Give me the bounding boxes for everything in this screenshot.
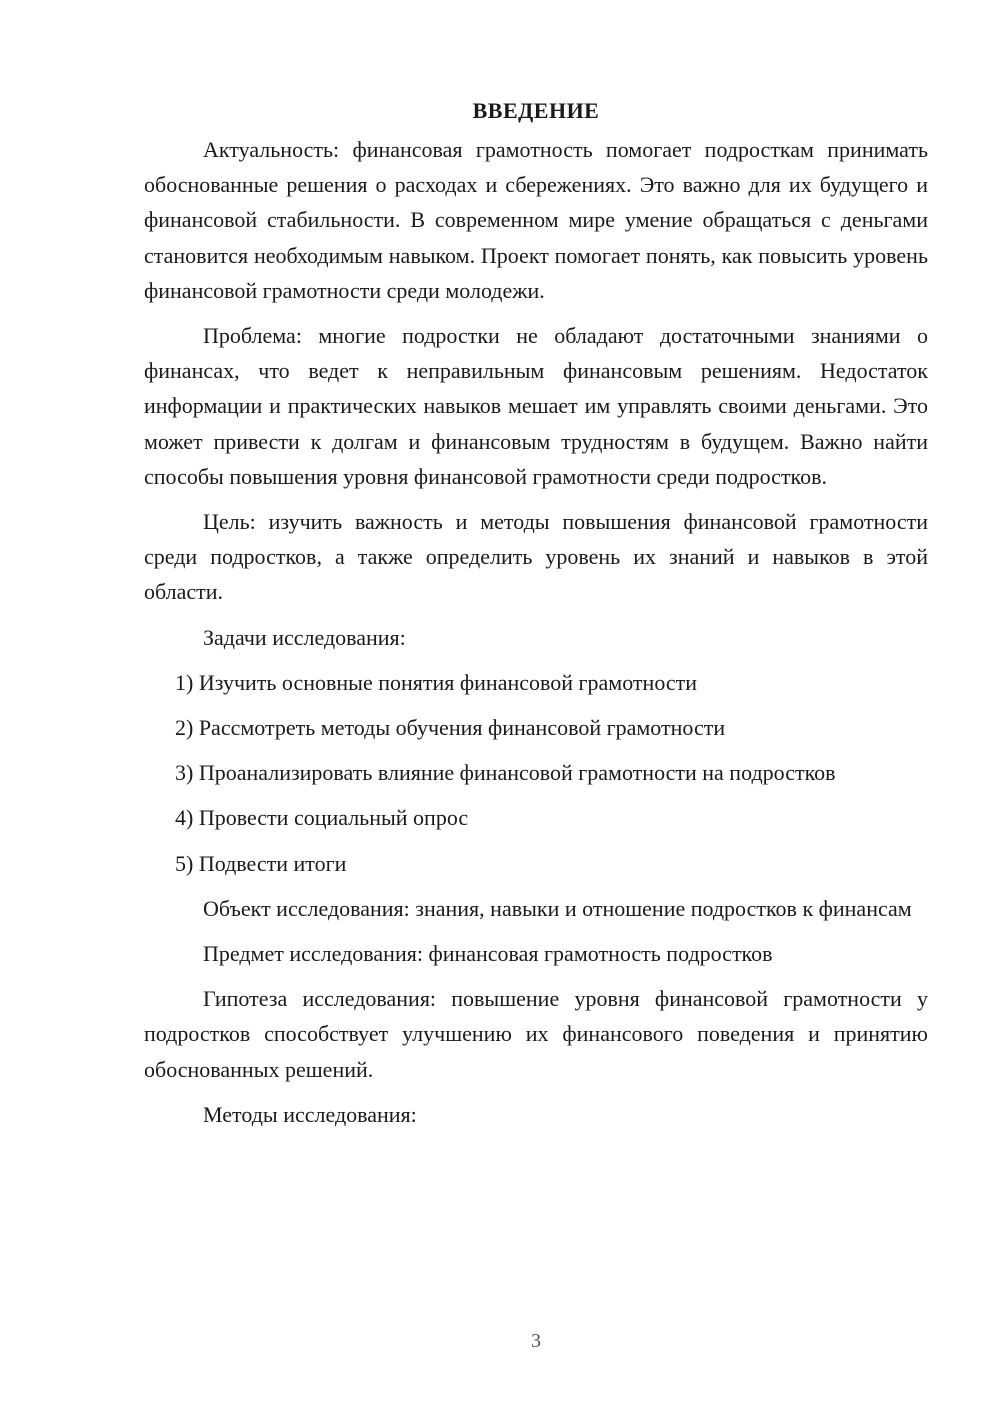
paragraph-object: Объект исследования: знания, навыки и отношение подростков к финансам xyxy=(203,895,912,921)
paragraph-hypothesis: Гипотеза исследования: повышение уровня финансовой грамотности у подростков способствует улучшению их финансового поведения и принятию обоснованных решений. xyxy=(144,986,928,1082)
document-page xyxy=(144,96,928,1132)
page-number: 3 xyxy=(531,1330,541,1352)
paragraph-tasks-heading: Задачи исследования: xyxy=(203,624,406,650)
page-title: ВВЕДЕНИЕ xyxy=(472,98,600,123)
paragraph-subject: Предмет исследования: финансовая грамотность подростков xyxy=(203,941,773,967)
task-item-3: 3) Проанализировать влияние финансовой грамотности на подростков xyxy=(175,760,836,786)
paragraph-methods: Методы исследования: xyxy=(203,1101,417,1127)
task-item-5: 5) Подвести итоги xyxy=(175,850,347,876)
task-item-2: 2) Рассмотреть методы обучения финансовой грамотности xyxy=(175,715,726,741)
task-item-1: 1) Изучить основные понятия финансовой грамотности xyxy=(175,669,698,695)
task-item-4: 4) Провести социальный опрос xyxy=(175,805,469,831)
paragraph-goal: Цель: изучить важность и методы повышения финансовой грамотности среди подростков, а также определить уровень их знаний и навыков в этой области. xyxy=(144,509,928,605)
paragraph-problem: Проблема: многие подростки не обладают достаточными знаниями о финансах, что ведет к неправильным финансовым решениям. Недостаток информации и практических навыков мешает им управлять своими деньгами. Это может привести к долгам и финансовым трудностям в будущем. Важно найти способы повышения уровня финансовой грамотности среди подростков. xyxy=(144,323,928,489)
paragraph-relevance: Актуальность: финансовая грамотность помогает подросткам принимать обоснованные решения о расходах и сбережениях. Это важно для их будущего и финансовой стабильности. В современном мире умение обращаться с деньгами становится необходимым навыком. Проект помогает понять, как повысить уровень финансовой грамотности среди молодежи. xyxy=(144,137,928,303)
